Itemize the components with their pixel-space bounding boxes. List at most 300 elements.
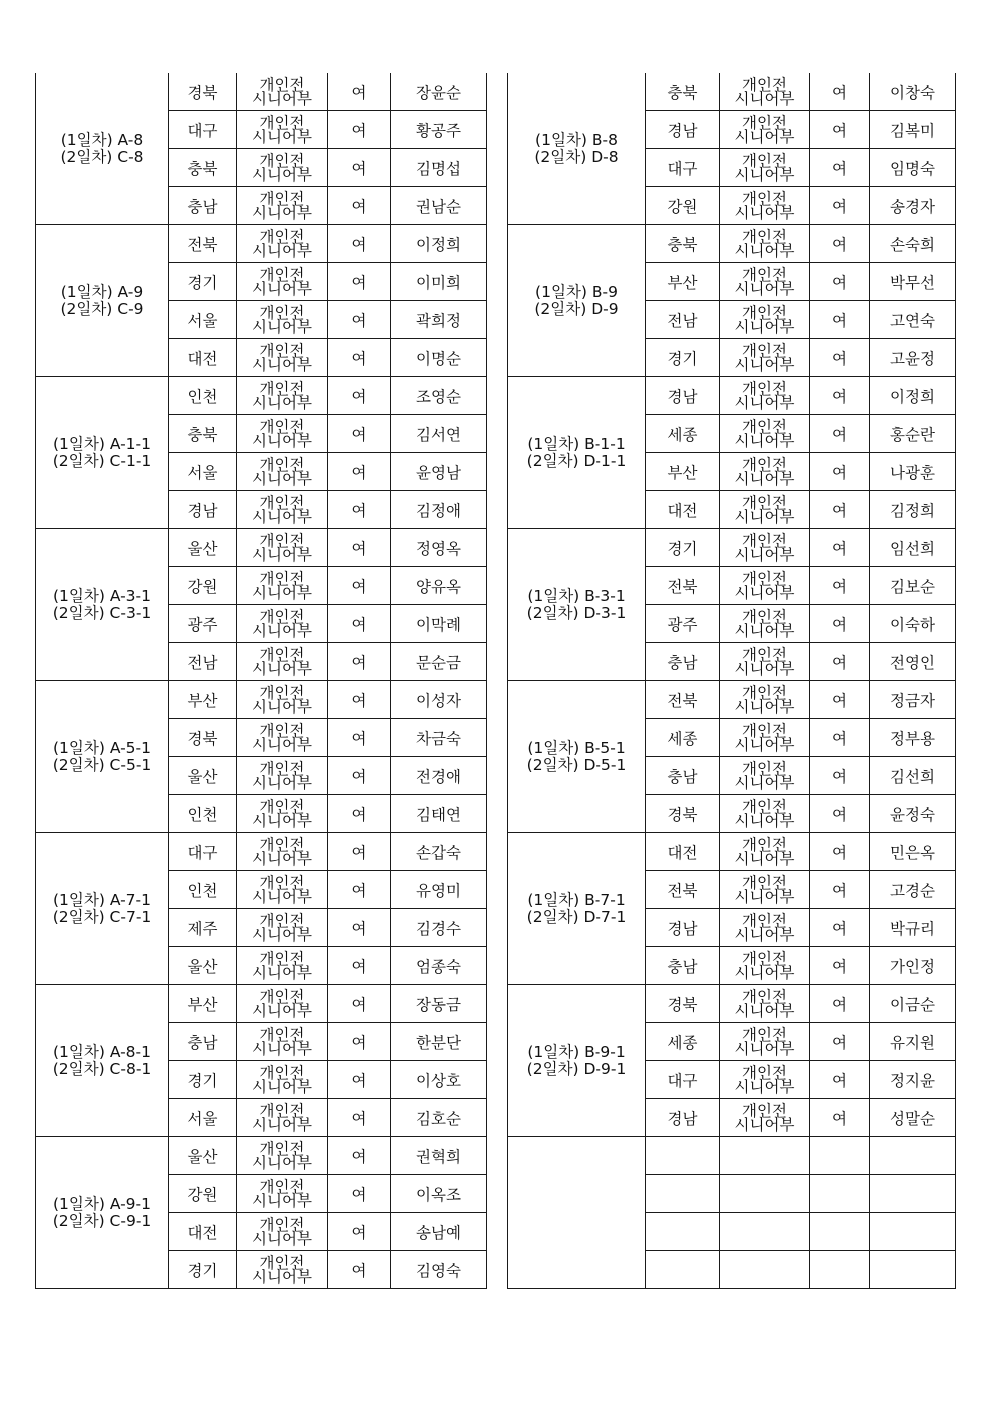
event-line1: 개인전 — [742, 797, 787, 816]
name-cell: 김정애 — [391, 491, 487, 529]
group-day1-code: (1일차) A-7-1 — [52, 890, 151, 909]
event-cell — [720, 1137, 810, 1175]
region-cell: 부산 — [646, 453, 720, 491]
event-line1: 개인전 — [259, 569, 305, 588]
gender-cell: 여 — [328, 1099, 391, 1137]
event-line2: 시니어부 — [252, 1077, 312, 1096]
event-cell — [720, 529, 810, 567]
gender-cell: 여 — [810, 111, 870, 149]
event-line2: 시니어부 — [734, 393, 795, 412]
gender-cell: 여 — [328, 719, 391, 757]
event-cell — [720, 1175, 810, 1213]
gender-cell: 여 — [328, 529, 391, 567]
event-cell — [237, 339, 328, 377]
region-cell: 전남 — [169, 643, 237, 681]
event-cell — [237, 187, 328, 225]
group-day2-code: (2일차) C-9 — [60, 299, 144, 318]
event-line2: 시니어부 — [252, 507, 312, 526]
gender-cell — [810, 1213, 870, 1251]
event-line1: 개인전 — [259, 455, 305, 474]
gender-cell: 여 — [810, 491, 870, 529]
name-cell: 김정희 — [870, 491, 956, 529]
region-cell: 전북 — [646, 567, 720, 605]
region-cell: 경남 — [169, 491, 237, 529]
event-line1: 개인전 — [259, 189, 305, 208]
event-line1: 개인전 — [742, 531, 787, 550]
event-line1: 개인전 — [742, 835, 787, 854]
group-day1-code: (1일차) B-9 — [535, 282, 618, 301]
event-line2: 시니어부 — [734, 507, 795, 526]
event-line1: 개인전 — [259, 75, 305, 94]
group-day1-code: (1일차) B-3-1 — [527, 586, 626, 605]
event-cell — [720, 149, 810, 187]
event-line1: 개인전 — [742, 1063, 787, 1082]
group-day2-code: (2일차) D-8 — [534, 147, 619, 166]
group-day2-code: (2일차) D-7-1 — [526, 907, 627, 926]
group-label — [508, 681, 646, 833]
event-line1: 개인전 — [742, 873, 787, 892]
event-cell — [720, 985, 810, 1023]
event-line2: 시니어부 — [252, 89, 312, 108]
name-cell — [870, 1251, 956, 1289]
event-line2: 시니어부 — [252, 317, 312, 336]
name-cell: 고윤정 — [870, 339, 956, 377]
event-line2: 시니어부 — [734, 165, 795, 184]
event-line1: 개인전 — [742, 303, 787, 322]
event-line1: 개인전 — [259, 1215, 305, 1234]
event-line2: 시니어부 — [252, 279, 312, 298]
group-day1-code: (1일차) A-5-1 — [52, 738, 151, 757]
gender-cell: 여 — [810, 1099, 870, 1137]
gender-cell: 여 — [810, 833, 870, 871]
region-cell: 경남 — [646, 111, 720, 149]
region-cell: 광주 — [169, 605, 237, 643]
group-day2-code: (2일차) C-1-1 — [52, 451, 152, 470]
gender-cell: 여 — [810, 377, 870, 415]
gender-cell: 여 — [328, 301, 391, 339]
region-cell: 대전 — [169, 1213, 237, 1251]
table-row — [36, 73, 487, 111]
gender-cell: 여 — [810, 795, 870, 833]
table-row — [508, 225, 956, 263]
event-line1: 개인전 — [259, 151, 305, 170]
group-label — [36, 377, 169, 529]
name-cell: 이정희 — [391, 225, 487, 263]
gender-cell: 여 — [328, 795, 391, 833]
event-line2: 시니어부 — [252, 659, 312, 678]
name-cell: 권남순 — [391, 187, 487, 225]
gender-cell — [810, 1137, 870, 1175]
event-line1: 개인전 — [742, 341, 787, 360]
group-label — [508, 985, 646, 1137]
region-cell: 전북 — [646, 681, 720, 719]
table-row — [36, 225, 487, 263]
table-row — [36, 1137, 487, 1175]
gender-cell: 여 — [328, 491, 391, 529]
gender-cell: 여 — [810, 73, 870, 111]
gender-cell: 여 — [328, 909, 391, 947]
group-day2-code: (2일차) C-5-1 — [52, 755, 152, 774]
region-cell: 경기 — [169, 1251, 237, 1289]
gender-cell: 여 — [328, 415, 391, 453]
region-cell — [646, 1213, 720, 1251]
name-cell: 양유옥 — [391, 567, 487, 605]
event-line1: 개인전 — [259, 265, 305, 284]
gender-cell: 여 — [328, 1213, 391, 1251]
event-line2: 시니어부 — [252, 1115, 312, 1134]
name-cell — [870, 1175, 956, 1213]
event-line2: 시니어부 — [734, 1039, 795, 1058]
event-cell — [720, 757, 810, 795]
gender-cell: 여 — [810, 263, 870, 301]
event-line2: 시니어부 — [734, 659, 795, 678]
gender-cell: 여 — [328, 643, 391, 681]
event-cell — [237, 225, 328, 263]
event-line1: 개인전 — [259, 1101, 305, 1120]
gender-cell: 여 — [810, 909, 870, 947]
event-line2: 시니어부 — [252, 127, 312, 146]
left-bracket-table — [35, 73, 487, 1289]
table-row — [508, 1137, 956, 1175]
gender-cell: 여 — [810, 1023, 870, 1061]
event-cell — [720, 301, 810, 339]
event-line1: 개인전 — [742, 987, 787, 1006]
name-cell: 이성자 — [391, 681, 487, 719]
group-day1-code: (1일차) B-8 — [535, 130, 618, 149]
name-cell: 정지윤 — [870, 1061, 956, 1099]
group-day1-code: (1일차) A-8 — [60, 130, 144, 149]
name-cell: 김복미 — [870, 111, 956, 149]
event-line1: 개인전 — [259, 341, 305, 360]
name-cell: 이미희 — [391, 263, 487, 301]
event-line2: 시니어부 — [734, 355, 795, 374]
event-line2: 시니어부 — [252, 1267, 312, 1286]
event-line1: 개인전 — [259, 759, 305, 778]
group-label — [508, 73, 646, 225]
name-cell: 가인정 — [870, 947, 956, 985]
gender-cell: 여 — [328, 1023, 391, 1061]
event-line2: 시니어부 — [252, 887, 312, 906]
name-cell: 김서연 — [391, 415, 487, 453]
name-cell: 이상호 — [391, 1061, 487, 1099]
event-cell — [720, 1061, 810, 1099]
group-day2-code: (2일차) C-8 — [60, 147, 144, 166]
group-day1-code: (1일차) A-8-1 — [52, 1042, 151, 1061]
event-line2: 시니어부 — [252, 203, 312, 222]
event-line1: 개인전 — [259, 1025, 305, 1044]
event-line2: 시니어부 — [734, 1115, 795, 1134]
gender-cell: 여 — [810, 187, 870, 225]
event-line2: 시니어부 — [252, 165, 312, 184]
gender-cell: 여 — [328, 225, 391, 263]
event-line2: 시니어부 — [252, 1001, 312, 1020]
event-cell — [237, 909, 328, 947]
event-line1: 개인전 — [742, 1101, 787, 1120]
gender-cell: 여 — [810, 719, 870, 757]
event-line1: 개인전 — [742, 1025, 787, 1044]
gender-cell: 여 — [810, 225, 870, 263]
name-cell: 윤정숙 — [870, 795, 956, 833]
event-cell — [720, 833, 810, 871]
event-cell — [237, 985, 328, 1023]
event-line1: 개인전 — [259, 1139, 305, 1158]
event-cell — [720, 681, 810, 719]
gender-cell: 여 — [328, 1137, 391, 1175]
event-line1: 개인전 — [259, 493, 305, 512]
event-cell — [720, 111, 810, 149]
group-label — [36, 225, 169, 377]
event-cell — [720, 339, 810, 377]
event-line1: 개인전 — [259, 303, 305, 322]
event-cell — [720, 225, 810, 263]
name-cell: 민은옥 — [870, 833, 956, 871]
event-line2: 시니어부 — [734, 241, 795, 260]
group-label — [508, 529, 646, 681]
event-cell — [237, 1061, 328, 1099]
group-label — [508, 833, 646, 985]
group-day1-code: (1일차) B-5-1 — [527, 738, 626, 757]
name-cell: 김호순 — [391, 1099, 487, 1137]
group-day2-code: (2일차) D-9-1 — [526, 1059, 627, 1078]
event-line1: 개인전 — [259, 227, 305, 246]
event-line1: 개인전 — [742, 721, 787, 740]
group-day2-code: (2일차) D-1-1 — [526, 451, 627, 470]
region-cell: 충남 — [646, 757, 720, 795]
name-cell: 장윤순 — [391, 73, 487, 111]
event-cell — [237, 111, 328, 149]
group-label — [36, 833, 169, 985]
name-cell: 김명섭 — [391, 149, 487, 187]
event-line2: 시니어부 — [252, 621, 312, 640]
event-line1: 개인전 — [742, 151, 787, 170]
region-cell — [646, 1175, 720, 1213]
name-cell: 한분단 — [391, 1023, 487, 1061]
table-row — [36, 529, 487, 567]
name-cell — [870, 1137, 956, 1175]
name-cell: 김태연 — [391, 795, 487, 833]
gender-cell: 여 — [810, 871, 870, 909]
table-row — [508, 377, 956, 415]
region-cell: 대전 — [646, 833, 720, 871]
name-cell: 엄종숙 — [391, 947, 487, 985]
gender-cell: 여 — [810, 643, 870, 681]
region-cell: 부산 — [646, 263, 720, 301]
event-line1: 개인전 — [259, 683, 305, 702]
gender-cell — [810, 1175, 870, 1213]
group-label — [36, 1137, 169, 1289]
event-line1: 개인전 — [742, 455, 787, 474]
region-cell: 서울 — [169, 1099, 237, 1137]
region-cell: 대구 — [646, 149, 720, 187]
region-cell: 전북 — [169, 225, 237, 263]
gender-cell: 여 — [810, 567, 870, 605]
event-cell — [720, 605, 810, 643]
event-cell — [720, 643, 810, 681]
name-cell: 황공주 — [391, 111, 487, 149]
name-cell: 차금숙 — [391, 719, 487, 757]
region-cell: 전남 — [646, 301, 720, 339]
region-cell: 대전 — [169, 339, 237, 377]
region-cell: 광주 — [646, 605, 720, 643]
event-line2: 시니어부 — [734, 469, 795, 488]
event-line1: 개인전 — [259, 417, 305, 436]
group-day2-code: (2일차) D-3-1 — [526, 603, 627, 622]
gender-cell: 여 — [328, 567, 391, 605]
group-label — [36, 681, 169, 833]
region-cell: 대전 — [646, 491, 720, 529]
gender-cell: 여 — [328, 73, 391, 111]
gender-cell: 여 — [328, 757, 391, 795]
name-cell: 장동금 — [391, 985, 487, 1023]
group-day1-code: (1일차) B-7-1 — [527, 890, 626, 909]
gender-cell: 여 — [328, 1175, 391, 1213]
gender-cell: 여 — [328, 453, 391, 491]
event-line2: 시니어부 — [734, 811, 795, 830]
gender-cell: 여 — [810, 453, 870, 491]
event-line2: 시니어부 — [734, 621, 795, 640]
event-cell — [237, 415, 328, 453]
name-cell: 고연숙 — [870, 301, 956, 339]
event-cell — [720, 1099, 810, 1137]
group-label — [508, 225, 646, 377]
event-line2: 시니어부 — [252, 697, 312, 716]
region-cell: 서울 — [169, 301, 237, 339]
region-cell: 울산 — [169, 947, 237, 985]
name-cell: 김선희 — [870, 757, 956, 795]
event-line2: 시니어부 — [252, 925, 312, 944]
region-cell: 인천 — [169, 795, 237, 833]
name-cell: 정영옥 — [391, 529, 487, 567]
region-cell: 충북 — [646, 73, 720, 111]
name-cell: 이막례 — [391, 605, 487, 643]
region-cell: 충북 — [646, 225, 720, 263]
event-line1: 개인전 — [259, 1177, 305, 1196]
event-line2: 시니어부 — [734, 849, 795, 868]
gender-cell: 여 — [328, 605, 391, 643]
event-cell — [720, 453, 810, 491]
event-cell — [237, 1137, 328, 1175]
event-cell — [237, 643, 328, 681]
event-line1: 개인전 — [259, 911, 305, 930]
event-line1: 개인전 — [742, 607, 787, 626]
region-cell: 울산 — [169, 1137, 237, 1175]
event-line1: 개인전 — [742, 569, 787, 588]
event-line1: 개인전 — [742, 265, 787, 284]
gender-cell: 여 — [810, 149, 870, 187]
event-cell — [237, 947, 328, 985]
region-cell: 충남 — [646, 643, 720, 681]
name-cell: 김경수 — [391, 909, 487, 947]
gender-cell: 여 — [328, 871, 391, 909]
name-cell: 이숙하 — [870, 605, 956, 643]
event-cell — [237, 491, 328, 529]
event-line1: 개인전 — [742, 645, 787, 664]
group-day2-code: (2일차) D-9 — [534, 299, 619, 318]
name-cell: 유지원 — [870, 1023, 956, 1061]
event-line1: 개인전 — [742, 417, 787, 436]
region-cell: 경기 — [169, 1061, 237, 1099]
region-cell: 인천 — [169, 871, 237, 909]
region-cell: 충남 — [169, 187, 237, 225]
event-line2: 시니어부 — [252, 735, 312, 754]
gender-cell: 여 — [328, 1251, 391, 1289]
region-cell: 울산 — [169, 757, 237, 795]
event-cell — [237, 453, 328, 491]
group-day2-code: (2일차) C-7-1 — [52, 907, 152, 926]
gender-cell: 여 — [328, 263, 391, 301]
event-cell — [237, 377, 328, 415]
event-line2: 시니어부 — [252, 469, 312, 488]
event-cell — [720, 1213, 810, 1251]
group-day1-code: (1일차) A-1-1 — [52, 434, 151, 453]
event-line1: 개인전 — [259, 949, 305, 968]
event-cell — [720, 415, 810, 453]
table-row — [36, 377, 487, 415]
region-cell: 서울 — [169, 453, 237, 491]
event-line1: 개인전 — [742, 949, 787, 968]
event-line2: 시니어부 — [734, 697, 795, 716]
event-line1: 개인전 — [259, 835, 305, 854]
name-cell: 고경순 — [870, 871, 956, 909]
name-cell: 전영인 — [870, 643, 956, 681]
event-line2: 시니어부 — [252, 355, 312, 374]
event-cell — [237, 301, 328, 339]
name-cell: 정금자 — [870, 681, 956, 719]
event-cell — [237, 263, 328, 301]
event-line2: 시니어부 — [734, 203, 795, 222]
name-cell — [870, 1213, 956, 1251]
event-line1: 개인전 — [259, 721, 305, 740]
event-line2: 시니어부 — [734, 279, 795, 298]
region-cell: 전북 — [646, 871, 720, 909]
gender-cell: 여 — [328, 377, 391, 415]
event-cell — [237, 1251, 328, 1289]
gender-cell: 여 — [328, 187, 391, 225]
group-day2-code: (2일차) C-8-1 — [52, 1059, 152, 1078]
event-line2: 시니어부 — [734, 735, 795, 754]
name-cell: 윤영남 — [391, 453, 487, 491]
region-cell: 충남 — [169, 1023, 237, 1061]
event-line1: 개인전 — [259, 797, 305, 816]
name-cell: 손갑숙 — [391, 833, 487, 871]
event-cell — [720, 795, 810, 833]
table-row — [508, 985, 956, 1023]
name-cell: 홍순란 — [870, 415, 956, 453]
name-cell: 임선희 — [870, 529, 956, 567]
event-cell — [237, 605, 328, 643]
event-line2: 시니어부 — [252, 1229, 312, 1248]
region-cell: 대구 — [169, 111, 237, 149]
event-line2: 시니어부 — [252, 773, 312, 792]
event-line2: 시니어부 — [734, 89, 795, 108]
table-row — [36, 833, 487, 871]
event-line2: 시니어부 — [252, 431, 312, 450]
gender-cell: 여 — [810, 529, 870, 567]
group-label — [508, 377, 646, 529]
region-cell: 경북 — [169, 719, 237, 757]
event-line1: 개인전 — [259, 607, 305, 626]
event-line2: 시니어부 — [734, 431, 795, 450]
event-line1: 개인전 — [742, 683, 787, 702]
region-cell — [646, 1137, 720, 1175]
event-line2: 시니어부 — [734, 887, 795, 906]
name-cell: 이명순 — [391, 339, 487, 377]
event-line2: 시니어부 — [252, 393, 312, 412]
name-cell: 문순금 — [391, 643, 487, 681]
name-cell: 김보순 — [870, 567, 956, 605]
event-line2: 시니어부 — [252, 849, 312, 868]
region-cell: 경기 — [169, 263, 237, 301]
